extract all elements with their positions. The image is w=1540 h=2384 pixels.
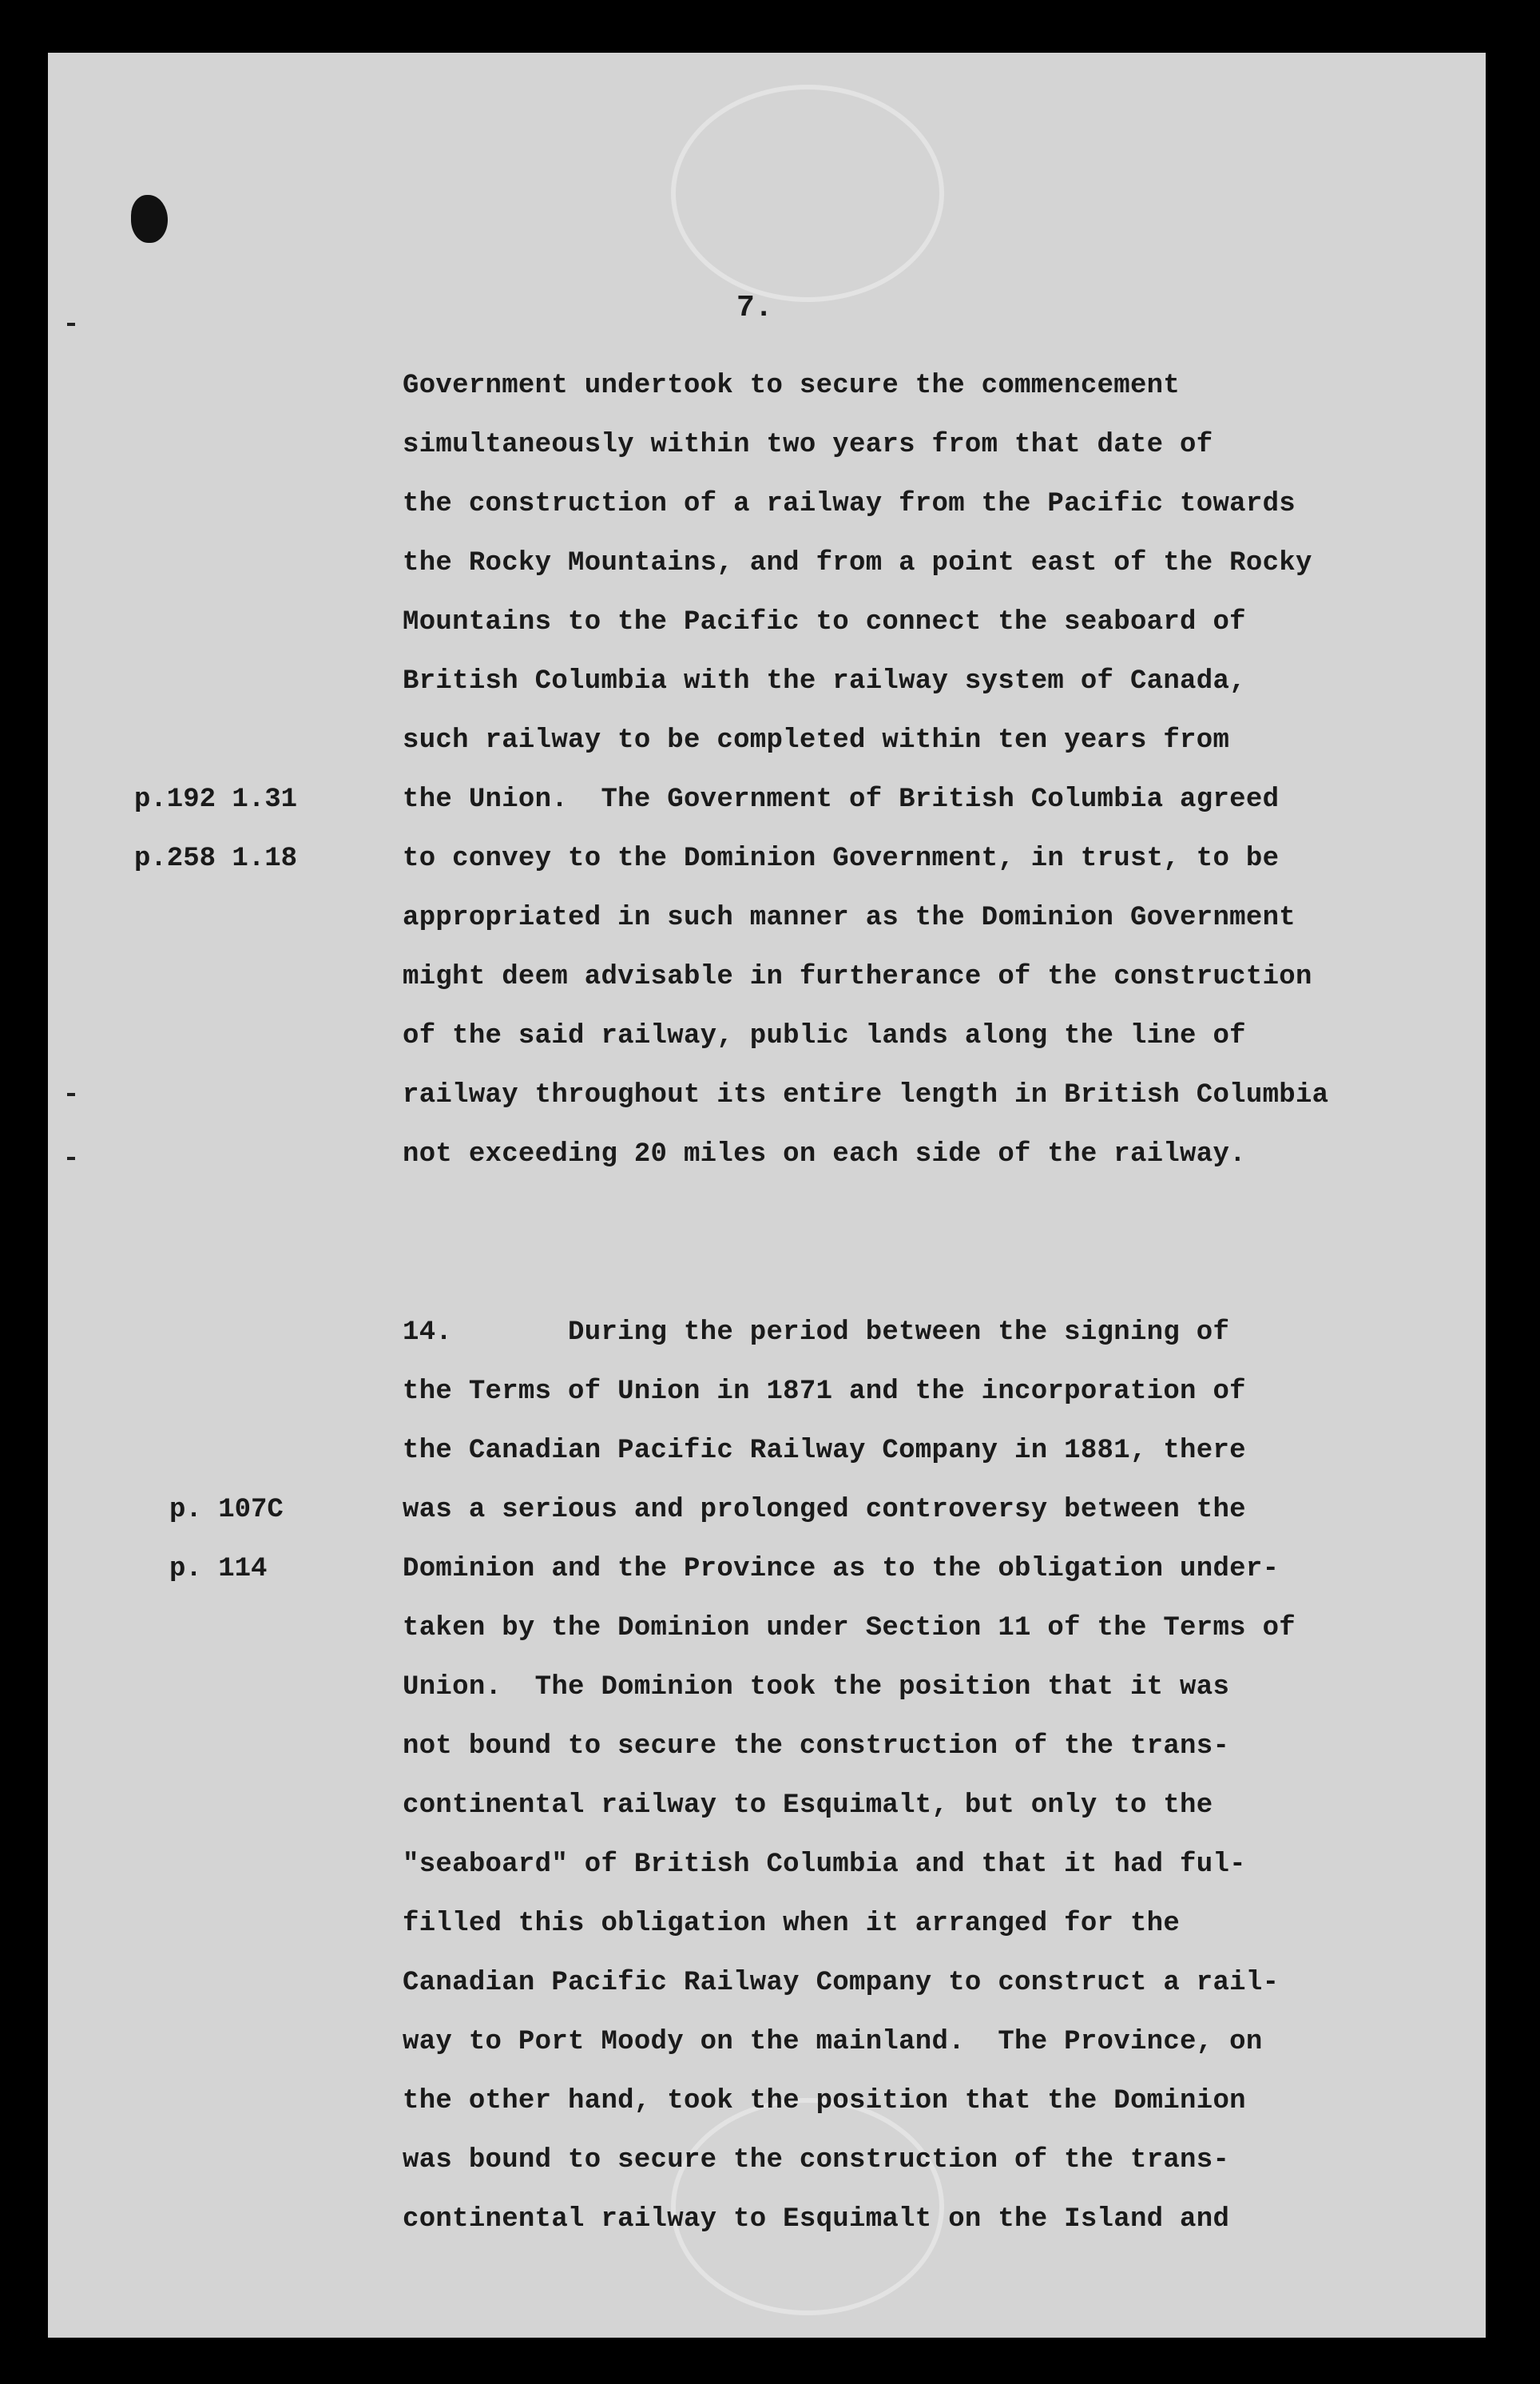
text-line: not bound to secure the construction of the trans- [403, 1731, 1230, 1762]
text-line: the Rocky Mountains, and from a point east of the Rocky [403, 548, 1312, 578]
text-line: Government undertook to secure the commencement [403, 371, 1181, 401]
text-line: Mountains to the Pacific to connect the seaboard of [403, 607, 1246, 638]
text-line: was a serious and prolonged controversy between the [403, 1495, 1246, 1525]
margin-reference: p. 107C [169, 1495, 284, 1525]
text-line: way to Port Moody on the mainland. The Province, on [403, 2027, 1263, 2057]
watermark-seal-top [671, 85, 944, 302]
text-line: simultaneously within two years from that date of [403, 430, 1213, 460]
text-line: Dominion and the Province as to the obligation under- [403, 1554, 1280, 1584]
text-line: continental railway to Esquimalt on the Island and [403, 2204, 1230, 2235]
margin-reference: p.258 1.18 [134, 844, 298, 874]
text-line: railway throughout its entire length in British Columbia [403, 1080, 1329, 1111]
text-line: 14. During the period between the signing of [403, 1317, 1230, 1348]
text-line: such railway to be completed within ten years from [403, 725, 1230, 756]
margin-tick [67, 323, 75, 326]
text-line: the other hand, took the position that the Dominion [403, 2086, 1246, 2116]
text-line: the Canadian Pacific Railway Company in 1881, there [403, 1436, 1246, 1466]
text-line: of the said railway, public lands along the line of [403, 1021, 1246, 1051]
text-line: to convey to the Dominion Government, in trust, to be [403, 844, 1280, 874]
text-line: British Columbia with the railway system of Canada, [403, 666, 1246, 697]
text-line: Union. The Dominion took the position that it was [403, 1672, 1230, 1703]
text-line: not exceeding 20 miles on each side of the railway. [403, 1139, 1246, 1170]
text-line: the construction of a railway from the Pacific towards [403, 489, 1296, 519]
text-line: the Union. The Government of British Columbia agreed [403, 785, 1280, 815]
text-line: might deem advisable in furtherance of the construction [403, 962, 1312, 992]
margin-tick [67, 1093, 75, 1096]
margin-reference: p.192 1.31 [134, 785, 298, 815]
text-line: appropriated in such manner as the Dominion Government [403, 903, 1296, 933]
document-page [48, 53, 1486, 2338]
text-line: "seaboard" of British Columbia and that it had ful- [403, 1850, 1246, 1880]
ink-blot [131, 195, 168, 243]
margin-reference: p. 114 [169, 1554, 268, 1584]
text-line: was bound to secure the construction of the trans- [403, 2145, 1230, 2175]
text-line: filled this obligation when it arranged for the [403, 1909, 1181, 1939]
page-number: 7. [736, 291, 773, 325]
text-line: taken by the Dominion under Section 11 of the Terms of [403, 1613, 1296, 1643]
margin-tick [67, 1157, 75, 1160]
text-line: continental railway to Esquimalt, but only to the [403, 1790, 1213, 1821]
text-line: Canadian Pacific Railway Company to construct a rail- [403, 1968, 1280, 1998]
text-line: the Terms of Union in 1871 and the incorporation of [403, 1377, 1246, 1407]
